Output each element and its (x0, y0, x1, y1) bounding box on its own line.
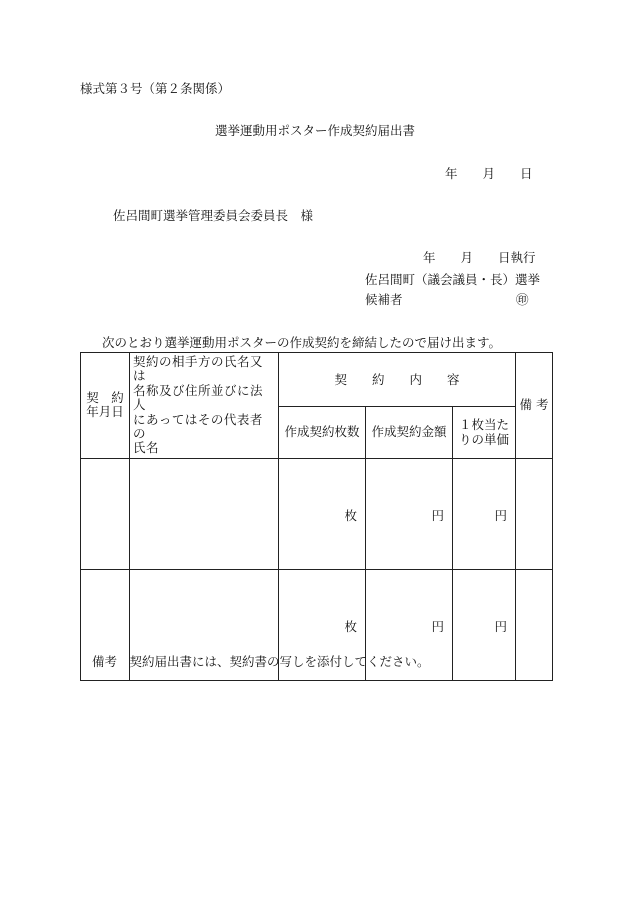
count-header: 作成契約枚数 (279, 407, 366, 458)
amount-cell[interactable]: 円 (366, 569, 453, 680)
execution-date: 年 月 日執行 (423, 250, 536, 265)
document-title: 選挙運動用ポスター作成契約届出書 (214, 123, 415, 138)
unit-price-cell[interactable]: 円 (453, 569, 516, 680)
contract-table (80, 352, 553, 681)
contract-content-header: 契 約 内 容 (279, 353, 516, 407)
form-number: 様式第３号（第２条関係） (80, 81, 231, 96)
amount-cell[interactable]: 円 (366, 458, 453, 569)
candidate-label: 候補者 (365, 292, 403, 307)
remarks-header: 備 考 (516, 353, 553, 459)
contract-date-header (81, 353, 130, 459)
election-name: 佐呂間町（議会議員・長）選挙 (365, 272, 541, 287)
party-header-line3: にあってはその代表者の (133, 411, 263, 441)
seal-mark: ㊞ (516, 292, 529, 307)
count-cell[interactable]: 枚 (279, 569, 366, 680)
contract-date-header-line1: 契 約 (86, 389, 124, 405)
unit-price-cell[interactable]: 円 (453, 458, 516, 569)
header-row-1 (81, 353, 553, 407)
unit-price-header (453, 407, 516, 458)
unit-price-header-line2: りの単価 (459, 431, 510, 447)
addressee: 佐呂間町選挙管理委員会委員長 様 (113, 208, 314, 223)
remarks-cell[interactable] (516, 569, 553, 680)
party-header-line1: 契約の相手方の氏名又は (133, 354, 264, 384)
remarks-cell[interactable] (516, 458, 553, 569)
submission-date: 年 月 日 (445, 166, 533, 181)
party-header (130, 353, 279, 459)
party-header-line2: 名称及び住所並びに法人 (133, 382, 264, 413)
table-row (81, 458, 553, 569)
unit-price-header-line1: １枚当た (459, 417, 510, 433)
amount-header: 作成契約金額 (366, 407, 453, 458)
party-header-line4: 氏名 (133, 440, 160, 456)
intro-text: 次のとおり選挙運動用ポスターの作成契約を締結したので届け出ます。 (102, 335, 502, 350)
contract-date-cell[interactable] (81, 458, 130, 569)
contract-date-header-line2: 年月日 (86, 404, 124, 420)
footnote: 備考 契約届出書には、契約書の写しを添付してください。 (92, 654, 430, 669)
count-cell[interactable]: 枚 (279, 458, 366, 569)
party-cell[interactable] (130, 458, 279, 569)
